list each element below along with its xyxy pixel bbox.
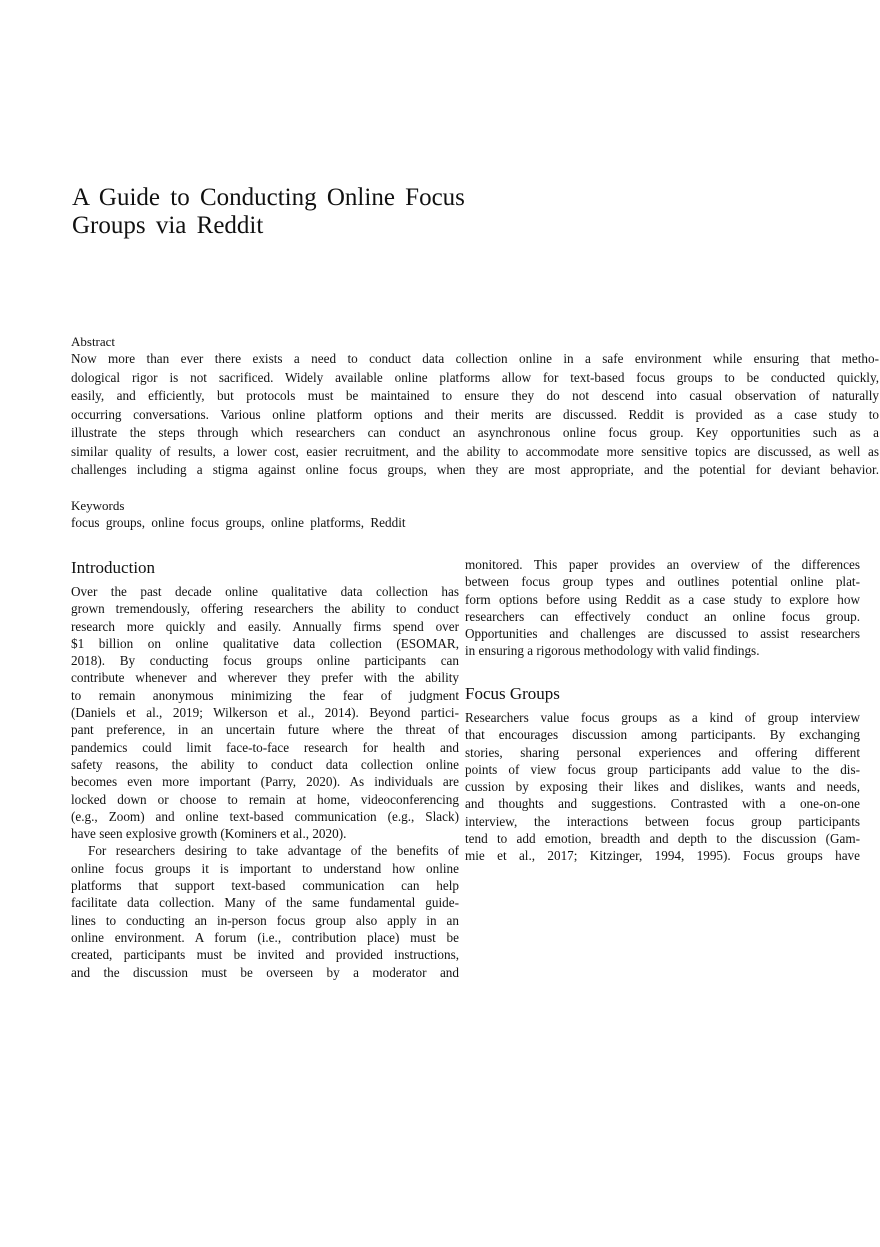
text-line: dological rigor is not sacrificed. Widely available online platforms allow for text-based focus groups to be conducted quickly,: [71, 369, 879, 385]
text-line: research more quickly and easily. Annually firms spend over: [71, 618, 459, 634]
text-line: similar quality of results, a lower cost, easier recruitment, and the ability to accommodate more sensitive topics are discussed, as well as: [71, 443, 879, 459]
text-line: lines to conducting an in-person focus group also apply in an: [71, 912, 459, 928]
keywords-text: focus groups, online focus groups, online platforms, Reddit: [71, 515, 406, 530]
text-line: created, participants must be invited and provided instructions,: [71, 947, 459, 963]
text-line: becomes even more important (Parry, 2020). As individuals are: [71, 774, 459, 790]
text-line: points of view focus group participants add value to the dis-: [465, 761, 860, 777]
text-line: pandemics could limit face-to-face research for health and: [71, 739, 459, 755]
text-line: grown tremendously, offering researchers the ability to conduct: [71, 601, 459, 617]
paper-title: [72, 184, 465, 240]
text-line: have seen explosive growth (Kominers et al., 2020).: [71, 826, 347, 842]
text-line: stories, sharing personal experiences and offering different: [465, 744, 860, 760]
keywords-label: Keywords: [71, 498, 125, 513]
text-line: Opportunities and challenges are discussed to assist researchers: [465, 626, 860, 642]
text-line: that encourages discussion among participants. By exchanging: [465, 727, 860, 743]
text-line: easily, and efficiently, but protocols must be maintained to ensure they do not descend into casual observation of naturally: [71, 388, 879, 403]
text-line: cussion by exposing their likes and dislikes, wants and needs,: [465, 779, 860, 795]
keywords: [71, 496, 406, 531]
text-line: form options before using Reddit as a case study to explore how: [465, 591, 860, 607]
text-line: between focus group types and outlines potential online plat-: [465, 574, 860, 590]
text-line: illustrate the steps through which researchers can conduct an asynchronous online focus group. Key opportunities such as a: [71, 425, 879, 440]
text-line: safety reasons, the ability to conduct data collection online: [71, 756, 459, 772]
text-line: locked down or choose to remain at home, videoconferencing: [71, 791, 459, 807]
text-line: and thoughts and suggestions. Contrasted with a one-on-one: [465, 796, 860, 812]
title-line: A Guide to Conducting Online Focus: [72, 184, 465, 211]
text-line: (e.g., Zoom) and online text-based communication (e.g., Slack): [71, 808, 459, 824]
abstract-label: Abstract: [71, 334, 116, 349]
introduction-body: [71, 583, 459, 981]
text-line: (Daniels et al., 2019; Wilkerson et al., 2014). Beyond partici-: [71, 705, 459, 721]
title-line: Groups via Reddit: [72, 212, 264, 239]
text-line: Now more than ever there exists a need to conduct data collection online in a safe environment while ensuring that metho-: [71, 351, 879, 366]
introduction-body-continued: [465, 556, 860, 660]
text-line: researchers can effectively conduct an online focus group.: [465, 608, 860, 624]
text-line: and the discussion must be overseen by a moderator and: [71, 964, 459, 980]
text-line: Researchers value focus groups as a kind of group interview: [465, 710, 860, 725]
text-line: occurring conversations. Various online platform options and their merits are discussed. Reddit is provided as a case study to: [71, 406, 879, 422]
introduction-heading: Introduction: [71, 558, 156, 577]
text-line: online focus groups it is important to understand how online: [71, 860, 459, 876]
text-line: challenges including a stigma against online focus groups, when they are most appropriate, and the potential for deviant behavior.: [71, 462, 879, 477]
text-line: tend to add emotion, breadth and depth to the discussion (Gam-: [465, 831, 860, 847]
text-line: in ensuring a rigorous methodology with valid findings.: [465, 643, 760, 659]
text-line: monitored. This paper provides an overview of the differences: [465, 557, 860, 572]
focus-groups-body: [465, 709, 860, 865]
text-line: mie et al., 2017; Kitzinger, 1994, 1995). Focus groups have: [465, 848, 860, 864]
text-line: contribute whenever and wherever they prefer with the ability: [71, 670, 459, 686]
text-line: interview, the interactions between focus group participants: [465, 813, 860, 829]
text-line: $1 billion on online qualitative data collection (ESOMAR,: [71, 635, 459, 651]
text-line: online environment. A forum (i.e., contribution place) must be: [71, 929, 459, 945]
text-line: pant preference, in an uncertain future where the threat of: [71, 722, 459, 738]
text-line: 2018). By conducting focus groups online participants can: [71, 653, 459, 669]
text-line: Over the past decade online qualitative data collection has: [71, 584, 459, 599]
abstract: [71, 333, 879, 480]
focus-groups-heading: Focus Groups: [465, 684, 560, 703]
abstract-body: [71, 350, 879, 480]
text-line: platforms that support text-based communication can help: [71, 878, 459, 894]
text-line: For researchers desiring to take advantage of the benefits of: [88, 843, 459, 859]
text-line: facilitate data collection. Many of the same fundamental guide-: [71, 895, 459, 911]
text-line: to remain anonymous minimizing the fear of judgment: [71, 687, 459, 703]
